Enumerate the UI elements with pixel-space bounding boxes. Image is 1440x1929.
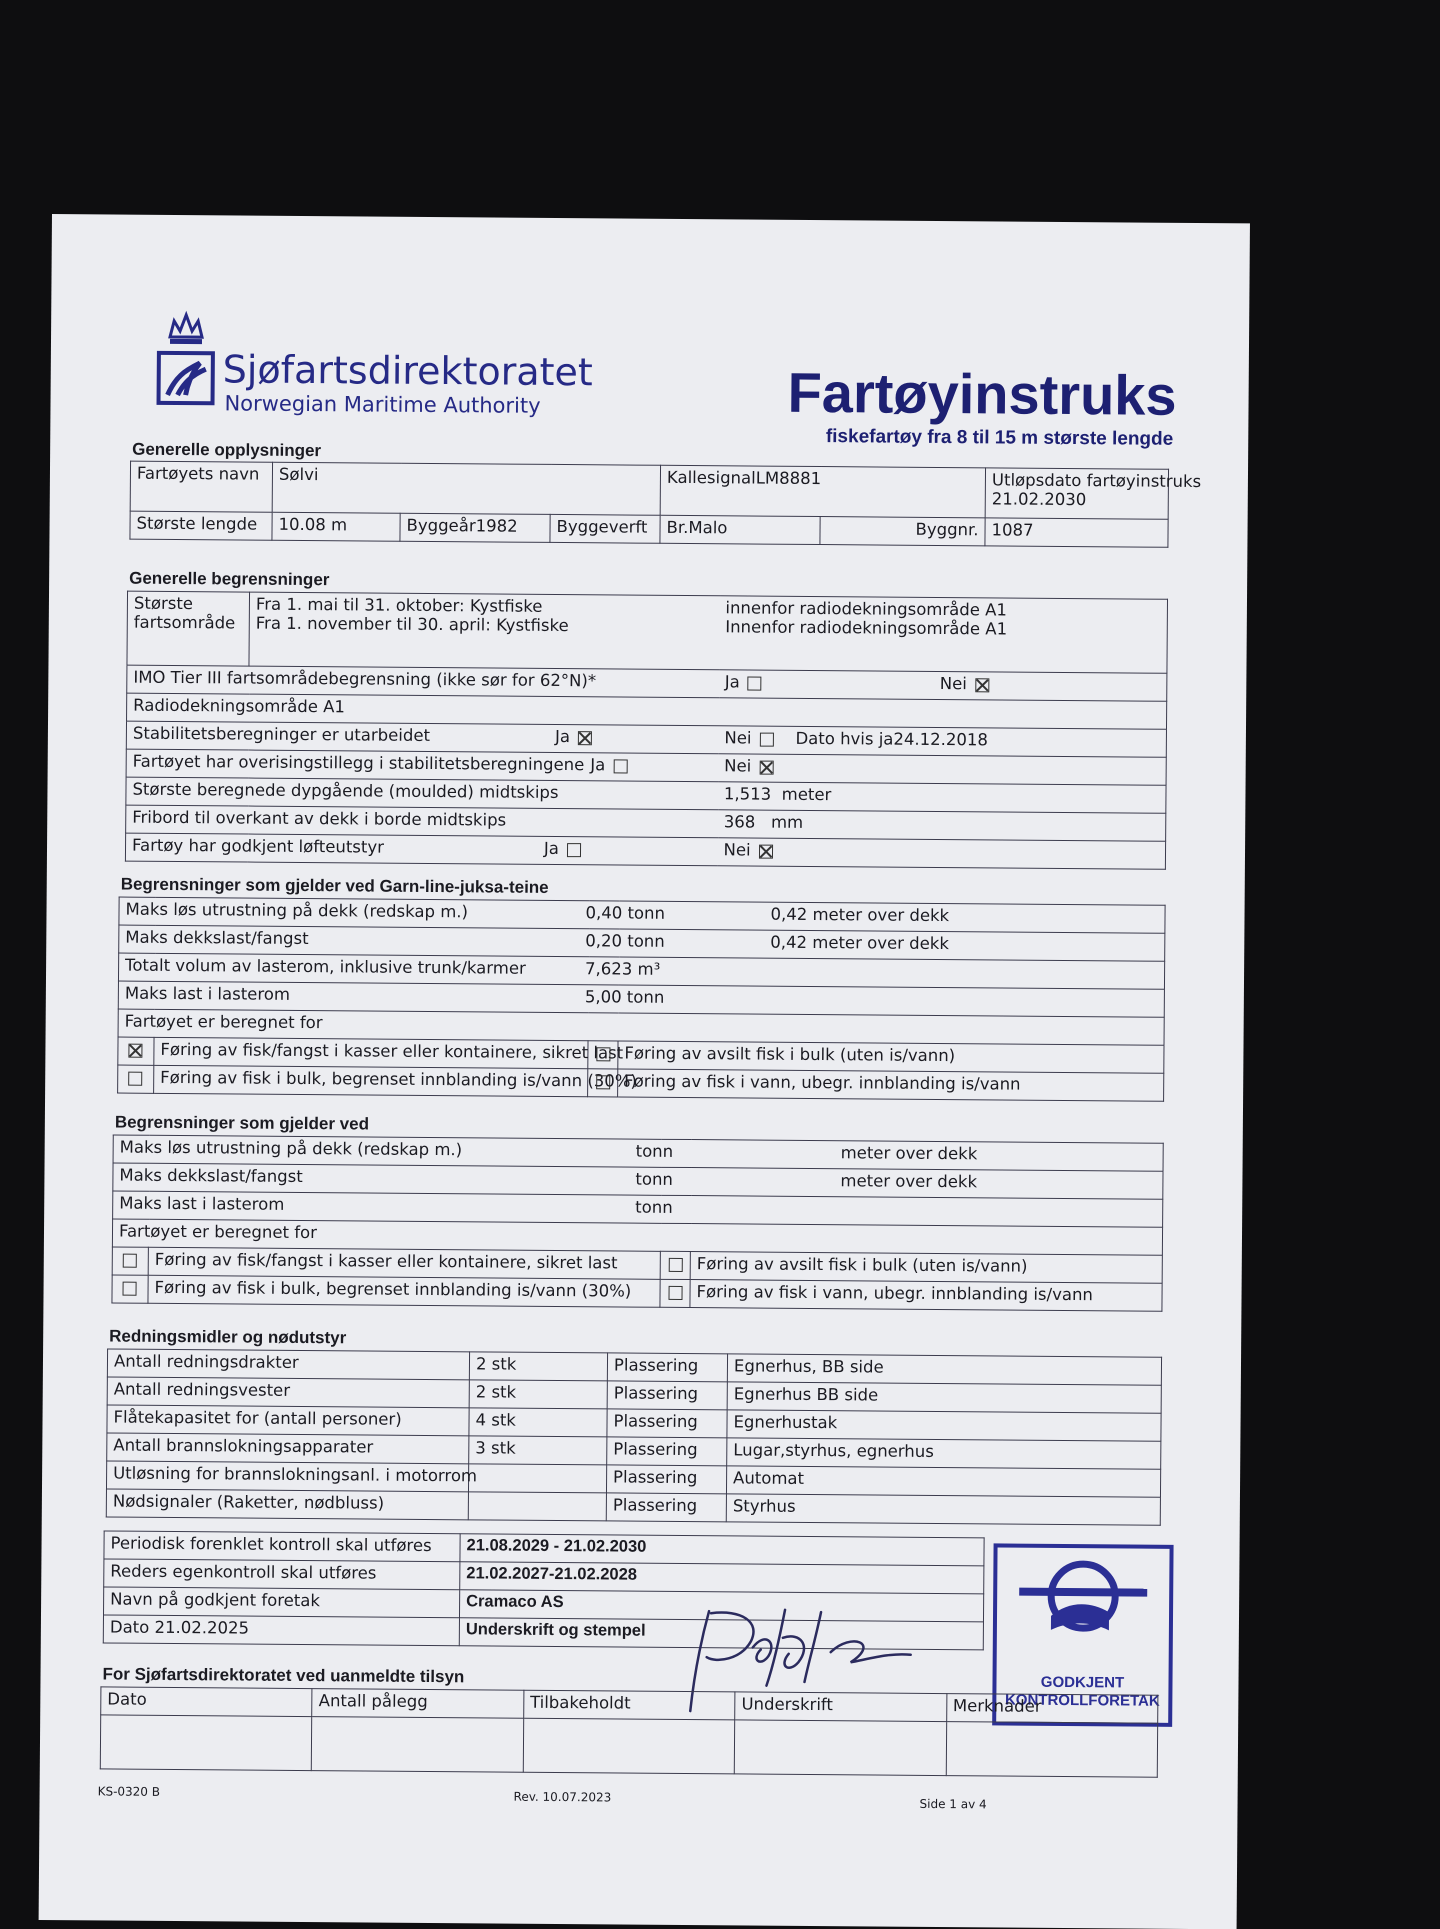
gear-2-r2-label: Maks dekkslast/fangst xyxy=(119,1165,303,1186)
gear-2-opt-3-check xyxy=(112,1275,148,1303)
icing-nei-checkbox[interactable] xyxy=(759,760,773,774)
gear-1-opt-3-checkbox[interactable] xyxy=(128,1071,142,1085)
gear-1-opt-2-checkbox[interactable] xyxy=(596,1047,610,1061)
date-label: Dato 21.02.2025 xyxy=(103,1615,459,1646)
crown-emblem-icon xyxy=(155,307,216,407)
area-winter-coverage: Innenfor radiodekningsområde A1 xyxy=(725,617,1008,639)
rescue-place-label: Plassering xyxy=(607,1381,727,1410)
gear-2-table xyxy=(111,1135,1163,1312)
draught-value-cell xyxy=(718,782,1166,814)
yard-label: Byggeverft xyxy=(550,514,660,543)
stamp-line-1: GODKJENT xyxy=(1040,1673,1125,1692)
rescue-qty: 2 stk xyxy=(469,1352,607,1381)
rescue-location: Egnerhustak xyxy=(727,1410,1161,1441)
gear-2-opt-2-checkbox[interactable] xyxy=(669,1257,683,1271)
inspection-cell-3[interactable] xyxy=(734,1720,946,1776)
general-info-table xyxy=(129,461,1202,548)
length-value: 10.08 m xyxy=(272,512,400,541)
rescue-place-label: Plassering xyxy=(607,1437,727,1466)
expiry-label: Utløpsdato fartøyinstruks xyxy=(991,470,1202,492)
gear-1-opt-1-checkbox[interactable] xyxy=(128,1043,142,1057)
nei-label: Nei xyxy=(724,728,752,748)
imo-nei-checkbox[interactable] xyxy=(975,678,989,692)
inspection-col-2: Tilbakeholdt xyxy=(523,1690,735,1720)
gear-2-r1-unit: tonn xyxy=(635,1141,674,1161)
area-coverage xyxy=(719,596,1168,674)
stability-nei-checkbox[interactable] xyxy=(759,732,773,746)
gear-1-r1-value: 0,40 tonn xyxy=(585,903,666,923)
nei-label: Nei xyxy=(723,840,751,860)
owner-value: 21.02.2027-21.02.2028 xyxy=(460,1562,984,1594)
build-no-label: Byggnr. xyxy=(820,517,985,546)
gear-2-r2-unit: tonn xyxy=(635,1169,673,1189)
area-periods xyxy=(249,592,720,670)
ja-label: Ja xyxy=(724,672,740,692)
revision: Rev. 10.07.2023 xyxy=(513,1789,612,1805)
gear-2-row-4: Fartøyet er beregnet for xyxy=(112,1219,1162,1255)
rescue-location: Lugar,styrhus, egnerhus xyxy=(727,1438,1161,1469)
area-winter: Fra 1. november til 30. april: Kystfiske xyxy=(255,613,569,636)
section-heading-general-info: Generelle opplysninger xyxy=(132,439,322,461)
page-number: Side 1 av 4 xyxy=(919,1796,987,1812)
gear-2-opt-1-check xyxy=(112,1247,148,1275)
gear-2-opt-4-check xyxy=(660,1279,690,1307)
gear-2-r1-label: Maks løs utrustning på dekk (redskap m.) xyxy=(119,1137,463,1160)
limits-table xyxy=(125,591,1168,870)
freeboard-value-cell xyxy=(718,810,1166,842)
brand-subtitle: Norwegian Maritime Authority xyxy=(224,391,541,418)
gear-1-r3-value: 7,623 m³ xyxy=(585,959,661,979)
gear-1-r1-height: 0,42 meter over dekk xyxy=(770,904,950,926)
rescue-qty: 4 stk xyxy=(469,1408,607,1437)
rescue-place-label: Plassering xyxy=(606,1465,726,1494)
section-heading-inspection: For Sjøfartsdirektoratet ved uanmeldte tilsyn xyxy=(102,1664,465,1687)
stability-options xyxy=(718,726,1166,758)
freeboard-label: Fribord til overkant av dekk i borde midtskips xyxy=(126,805,718,838)
logo xyxy=(155,307,216,411)
area-summer: Fra 1. mai til 31. oktober: Kystfiske xyxy=(255,594,543,616)
gear-2-r3-label: Maks last i lasterom xyxy=(119,1193,285,1214)
lifting-label: Fartøy har godkjent løfteutstyr xyxy=(131,835,385,857)
freeboard-value: 368 xyxy=(723,812,756,832)
section-heading-gear-2: Begrensninger som gjelder ved xyxy=(114,1112,370,1134)
gear-1-opt-4: Føring av fisk i vann, ubegr. innblanding is/vann xyxy=(618,1069,1164,1101)
gear-1-r3-label: Totalt volum av lasterom, inklusive trunk/karmer xyxy=(125,955,526,978)
inspection-col-3: Underskrift xyxy=(735,1692,947,1722)
gear-1-opt-1: Føring av fisk/fangst i kasser eller kontainere, sikret last xyxy=(154,1037,588,1068)
inspection-cell-1[interactable] xyxy=(312,1717,524,1773)
page-title: Fartøyinstruks xyxy=(787,360,1177,427)
company-value: Cramaco AS xyxy=(459,1590,983,1622)
draught-label: Største beregnede dypgående (moulded) midtskips xyxy=(126,777,718,810)
stability-label: Stabilitetsberegninger er utarbeidet xyxy=(132,723,431,745)
vessel-name: Sølvi xyxy=(272,462,660,515)
gear-1-r1-label: Maks løs utrustning på dekk (redskap m.) xyxy=(125,899,469,922)
rescue-location: Automat xyxy=(726,1466,1160,1497)
rescue-location: Styrhus xyxy=(726,1494,1160,1525)
lifting-nei-checkbox[interactable] xyxy=(759,844,773,858)
rescue-label: Antall redningsdrakter xyxy=(107,1349,469,1380)
gear-2-opt-1-checkbox[interactable] xyxy=(123,1253,137,1267)
periodic-value: 21.08.2029 - 21.02.2030 xyxy=(460,1534,984,1566)
imo-options xyxy=(719,670,1167,702)
rescue-label: Antall redningsvester xyxy=(107,1377,469,1408)
gear-1-opt-3: Føring av fisk i bulk, begrenset innblanding is/vann (30%) xyxy=(154,1065,588,1096)
rescue-location: Egnerhus BB side xyxy=(727,1382,1161,1413)
form-number: KS-0320 B xyxy=(97,1784,161,1799)
icing-options xyxy=(718,754,1166,786)
draught-value: 1,513 xyxy=(723,784,772,804)
rescue-place-label: Plassering xyxy=(606,1493,726,1522)
gear-2-opt-3: Føring av fisk i bulk, begrenset innblanding is/vann (30%) xyxy=(148,1275,660,1307)
callsign: KallesignalLM8881 xyxy=(660,465,985,518)
expiry-cell xyxy=(985,468,1202,519)
owner-label: Reders egenkontroll skal utføres xyxy=(104,1559,460,1590)
gear-2-opt-2-check xyxy=(660,1251,690,1279)
gear-1-opt-2: Føring av avsilt fisk i bulk (uten is/vann) xyxy=(618,1041,1164,1073)
gear-2-opt-1: Føring av fisk/fangst i kasser eller kontainere, sikret last xyxy=(148,1247,660,1279)
rescue-label: Flåtekapasitet for (antall personer) xyxy=(107,1405,469,1436)
yard-value: Br.Malo xyxy=(660,515,820,544)
inspection-cell-4[interactable] xyxy=(946,1722,1158,1778)
inspection-cell-0[interactable] xyxy=(100,1715,312,1771)
rescue-place-label: Plassering xyxy=(607,1353,727,1382)
radio-area: Radiodekningsområde A1 xyxy=(127,693,1167,729)
brand-name: Sjøfartsdirektoratet xyxy=(222,347,593,395)
area-label-cell xyxy=(127,591,250,666)
rescue-qty xyxy=(468,1492,606,1521)
expiry-date: 21.02.2030 xyxy=(991,489,1087,510)
gear-1-opt-4-checkbox[interactable] xyxy=(596,1075,610,1089)
rescue-rows xyxy=(106,1349,1161,1525)
rescue-qty: 2 stk xyxy=(469,1380,607,1409)
stamp-line-2: KONTROLLFORETAK xyxy=(1004,1691,1160,1710)
signature-label: Underskrift og stempel xyxy=(459,1618,983,1650)
stamp-emblem-icon xyxy=(997,1547,1170,1658)
gear-1-opt-1-check xyxy=(118,1037,154,1065)
imo-ja-checkbox[interactable] xyxy=(748,676,762,690)
gear-1-table xyxy=(117,897,1166,1102)
rescue-qty xyxy=(468,1464,606,1493)
section-heading-gear-1: Begrensninger som gjelder ved Garn-line-juksa-teine xyxy=(120,874,549,897)
gear-1-r2-value: 0,20 tonn xyxy=(585,931,665,951)
nei-label: Nei xyxy=(939,673,967,694)
stability-ja-checkbox[interactable] xyxy=(578,731,592,745)
gear-1-row-5: Fartøyet er beregnet for xyxy=(118,1009,1164,1045)
ja-label: Ja xyxy=(590,755,606,775)
icing-label: Fartøyet har overisingstillegg i stabilitetsberegningene xyxy=(132,751,585,775)
freeboard-unit: mm xyxy=(770,812,804,832)
lifting-cell xyxy=(125,833,717,866)
gear-2-opt-4: Føring av fisk i vann, ubegr. innblanding is/vann xyxy=(690,1280,1162,1312)
rescue-label: Utløsning for brannslokningsanl. i motorrom xyxy=(106,1461,468,1492)
gear-2-r2-height-unit: meter over dekk xyxy=(840,1171,978,1192)
inspection-empty-row xyxy=(100,1715,1157,1777)
lifting-ja-checkbox[interactable] xyxy=(567,843,581,857)
area-label-2: fartsområde xyxy=(133,612,236,633)
inspection-col-4: Merknader xyxy=(946,1694,1158,1724)
gear-1-opt-3-check xyxy=(118,1065,154,1093)
section-heading-limits: Generelle begrensninger xyxy=(129,568,330,590)
gear-1-r4-label: Maks last i lasterom xyxy=(124,983,291,1004)
gear-2-opt-4-checkbox[interactable] xyxy=(668,1285,682,1299)
page-subtitle: fiskefartøy fra 8 til 15 m største lengde xyxy=(825,426,1174,450)
inspection-table xyxy=(100,1686,1159,1777)
rescue-label: Antall brannslokningsapparater xyxy=(107,1433,469,1464)
lifting-options xyxy=(717,838,1165,870)
rescue-label: Nødsignaler (Raketter, nødbluss) xyxy=(106,1489,468,1520)
area-label-1: Største xyxy=(133,593,194,614)
inspection-cell-2[interactable] xyxy=(523,1718,735,1774)
nei-label: Nei xyxy=(724,756,752,776)
gear-2-opt-3-checkbox[interactable] xyxy=(123,1281,137,1295)
vessel-name-label: Fartøyets navn xyxy=(130,461,272,512)
document-page xyxy=(39,214,1250,1929)
section-heading-rescue: Redningsmidler og nødutstyr xyxy=(109,1326,347,1348)
length-label: Største lengde xyxy=(130,511,272,540)
inspection-col-1: Antall pålegg xyxy=(312,1689,524,1719)
draught-unit: meter xyxy=(781,784,832,805)
rescue-table xyxy=(106,1348,1162,1525)
rescue-location: Egnerhus, BB side xyxy=(727,1354,1161,1385)
periodic-label: Periodisk forenklet kontroll skal utføres xyxy=(104,1531,460,1562)
build-no-value: 1087 xyxy=(985,518,1168,547)
ja-label: Ja xyxy=(543,838,560,859)
company-label: Navn på godkjent foretak xyxy=(103,1587,459,1618)
inspection-col-0: Dato xyxy=(101,1687,313,1717)
stability-date: Dato hvis ja24.12.2018 xyxy=(795,728,989,750)
rescue-place-label: Plassering xyxy=(607,1409,727,1438)
gear-1-r2-height: 0,42 meter over dekk xyxy=(770,932,950,954)
built-year: Byggeår1982 xyxy=(400,513,550,542)
gear-2-opt-2: Føring av avsilt fisk i bulk (uten is/vann) xyxy=(690,1252,1162,1284)
gear-1-r4-value: 5,00 tonn xyxy=(584,987,665,1007)
rescue-qty: 3 stk xyxy=(469,1436,607,1465)
icing-ja-checkbox[interactable] xyxy=(613,759,627,773)
gear-2-r1-height-unit: meter over dekk xyxy=(840,1143,978,1164)
gear-2-r3-unit: tonn xyxy=(635,1197,673,1217)
imo-label: IMO Tier III fartsområdebegrensning (ikke sør for 62°N)* xyxy=(127,665,719,698)
ja-label: Ja xyxy=(554,726,571,747)
gear-1-r2-label: Maks dekkslast/fangst xyxy=(125,927,309,949)
area-summer-coverage: innenfor radiodekningsområde A1 xyxy=(725,598,1008,620)
